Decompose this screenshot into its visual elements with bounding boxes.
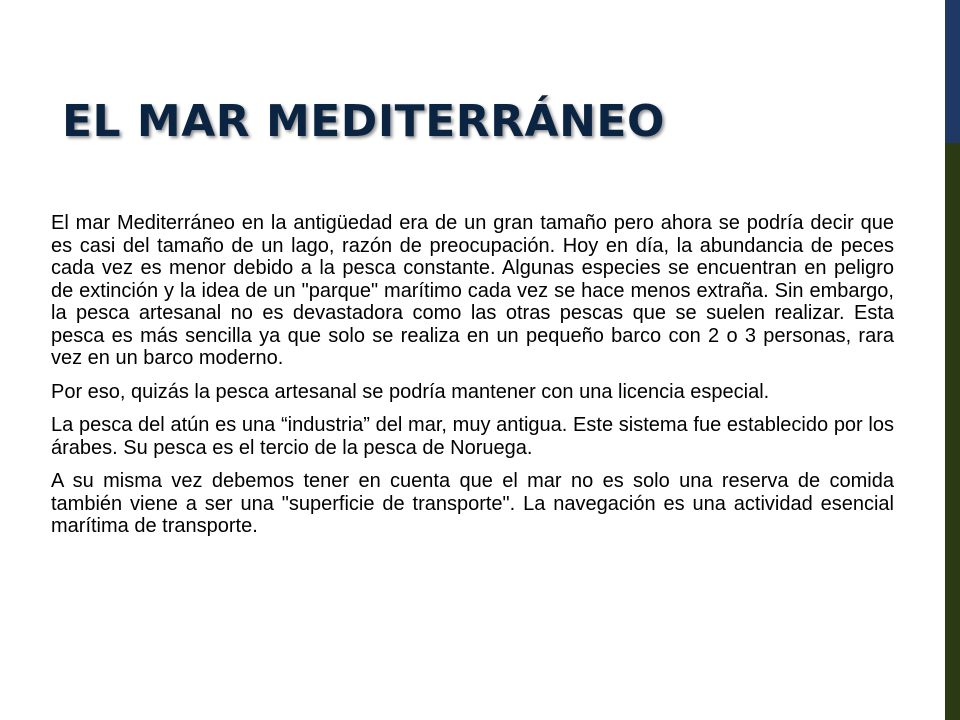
body-paragraph-1: El mar Mediterráneo en la antigüedad era de un gran tamaño pero ahora se podría decir que es casi del tamaño de un lago, razón de preocupación. Hoy en día, la abundancia de peces cada vez es menor debido a la pesca constante. Algunas especies se encuentran en peligro de extinción y la idea de un "parque" marítimo cada vez se hace menos extraña. Sin embargo, la pesca artesanal no es devastadora como las otras pescas que se suelen realizar. Esta pesca es más sencilla ya que solo se realiza en un pequeño barco con 2 o 3 personas, rara vez en un barco moderno. [51, 212, 894, 369]
slide-title: EL MAR MEDITERRÁNEO [62, 96, 665, 147]
side-accent-bar [945, 0, 960, 720]
side-accent-bar-bottom [945, 143, 960, 720]
body-paragraph-4: A su misma vez debemos tener en cuenta que el mar no es solo una reserva de comida también viene a ser una "superficie de transporte". La navegación es una actividad esencial marítima de transporte. [51, 470, 894, 537]
body-paragraph-2: Por eso, quizás la pesca artesanal se podría mantener con una licencia especial. [51, 380, 770, 403]
body-paragraph-3: La pesca del atún es una “industria” del mar, muy antigua. Este sistema fue establecido por los árabes. Su pesca es el tercio de la pesca de Noruega. [51, 414, 894, 459]
side-accent-bar-top [945, 0, 960, 143]
slide-body [51, 212, 894, 549]
